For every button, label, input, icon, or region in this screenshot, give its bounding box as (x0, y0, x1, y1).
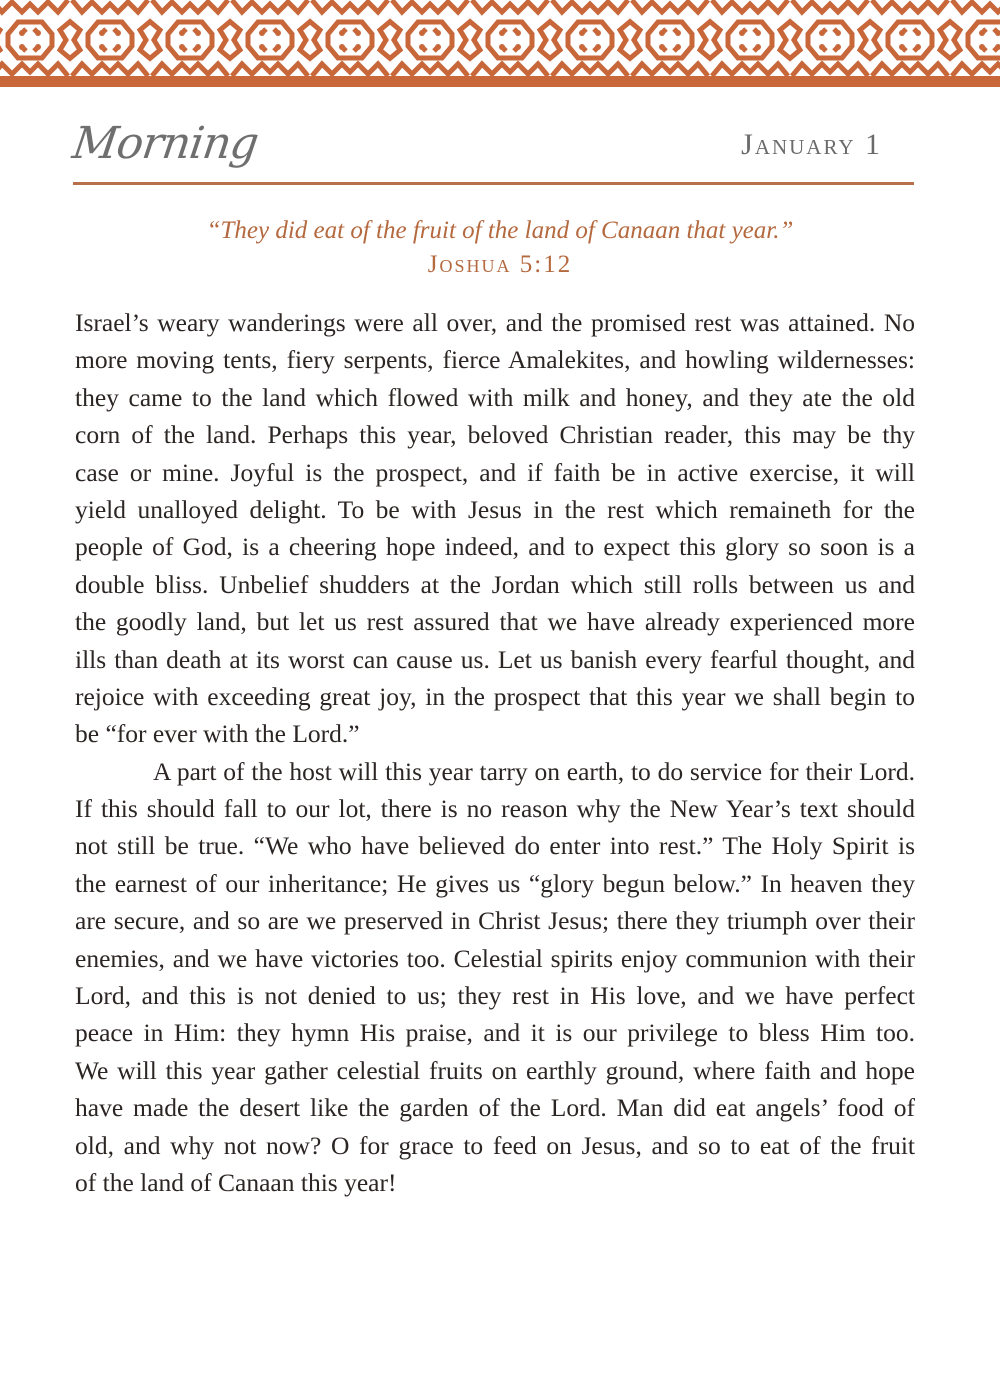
decorative-pattern-band (0, 0, 1000, 87)
text-line: more moving tents, fiery serpents, fierce Amalekites, and howling wildernesses: (75, 345, 915, 375)
lattice-pattern (0, 0, 1000, 76)
paragraph (75, 753, 915, 1202)
epigraph-reference: Joshua 5:12 (427, 251, 573, 278)
text-line: case or mine. Joyful is the prospect, and if faith be in active exercise, it will (75, 457, 915, 487)
date-label: January 1 (741, 128, 882, 161)
text-line: enemies, and we have victories too. Celestial spirits enjoy communion with their (75, 943, 915, 973)
text-line: If this should fall to our lot, there is no reason why the New Year’s text should (75, 794, 915, 824)
epigraph-verse: “They did eat of the fruit of the land of Canaan that year.” (206, 217, 794, 244)
text-line: the earnest of our inheritance; He gives us “glory begun below.” In heaven they (75, 868, 915, 898)
text-line: not still be true. “We who have believed do enter into rest.” The Holy Spirit is (75, 831, 915, 861)
text-line: yield unalloyed delight. To be with Jesus in the rest which remaineth for the (75, 494, 915, 524)
text-line: corn of the land. Perhaps this year, beloved Christian reader, this may be thy (75, 420, 915, 450)
text-line: have made the desert like the garden of the Lord. Man did eat angels’ food of (75, 1093, 915, 1123)
text-line: of the land of Canaan this year! (75, 1167, 397, 1197)
text-line: peace in Him: they hymn His praise, and it is our privilege to bless Him too. (75, 1018, 915, 1048)
text-line: are secure, and so are we preserved in Christ Jesus; there they triumph over their (75, 906, 915, 936)
band-base-bar (0, 76, 1000, 87)
text-line: A part of the host will this year tarry on earth, to do service for their Lord. (153, 756, 915, 786)
text-line: ills than death at its worst can cause us. Let us banish every fearful thought, and (75, 644, 915, 674)
text-line: the goodly land, but let us rest assured that we have already experienced more (75, 607, 915, 637)
text-line: they came to the land which flowed with milk and honey, and they ate the old (75, 382, 915, 412)
page-header (69, 112, 914, 182)
header-rule (73, 182, 914, 185)
devotional-body (75, 304, 915, 1201)
text-line: double bliss. Unbelief shudders at the Jordan which still rolls between us and (75, 569, 915, 599)
lattice-pattern-icon (0, 0, 1000, 87)
text-line: Lord, and this is not denied to us; they rest in His love, and we have perfect (75, 981, 915, 1011)
text-line: We will this year gather celestial fruits on earthly ground, where faith and hope (75, 1055, 915, 1085)
paragraph (75, 304, 915, 753)
epigraph (0, 214, 1000, 282)
text-line: Israel’s weary wanderings were all over, and the promised rest was attained. No (75, 308, 915, 337)
text-line: be “for ever with the Lord.” (75, 719, 360, 749)
text-line: old, and why not now? O for grace to feed on Jesus, and so to eat of the fruit (75, 1130, 915, 1160)
period-title: Morning (69, 118, 262, 169)
text-line: people of God, is a cheering hope indeed, and to expect this glory so soon is a (75, 532, 915, 562)
text-line: rejoice with exceeding great joy, in the prospect that this year we shall begin to (75, 681, 915, 711)
